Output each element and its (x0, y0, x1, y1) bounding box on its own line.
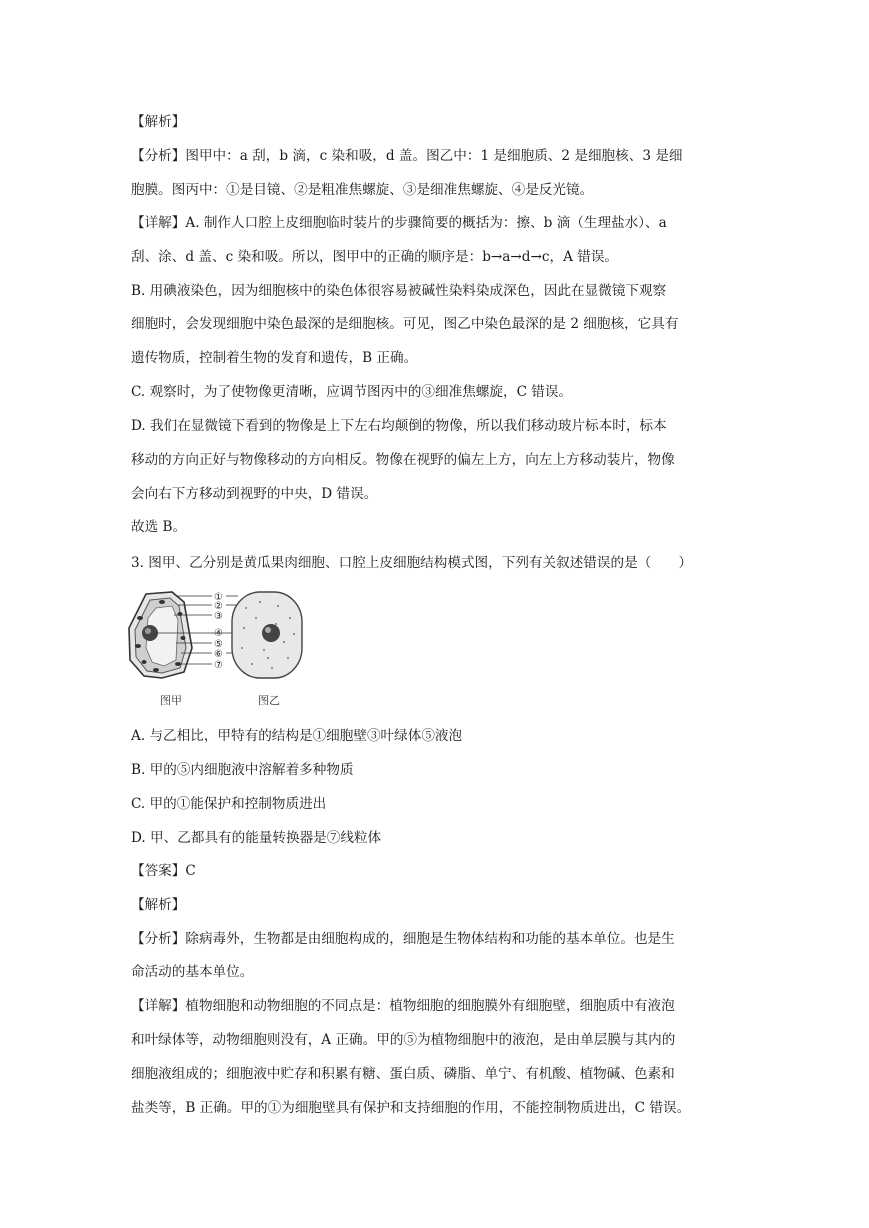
detail2-line-3: 细胞液组成的；细胞液中贮存和积累有糖、蛋白质、磷脂、单宁、有机酸、植物碱、色素和 (131, 1066, 675, 1082)
conclusion-line: 故选 B。 (131, 519, 187, 535)
option-d-line-3: 会向右下方移动到视野的中央，D 错误。 (131, 486, 378, 502)
label-1: ① (214, 592, 223, 603)
detail-line-1: 【详解】A. 制作人口腔上皮细胞临时装片的步骤简要的概括为：擦、b 滴（生理盐水）、a (131, 215, 667, 231)
option-b-line-1: B. 用碘液染色，因为细胞核中的染色体很容易被碱性染料染成深色，因此在显微镜下观察 (131, 283, 667, 299)
cell-structure-figure (126, 588, 316, 708)
choice-c: C. 甲的①能保护和控制物质进出 (131, 796, 327, 812)
detail-line-2: 刮、涂、d 盖、c 染和吸。所以，图甲中的正确的顺序是：b→a→d→c，A 错误。 (131, 249, 619, 265)
option-b-line-3: 遗传物质，控制着生物的发育和遗传，B 正确。 (131, 350, 418, 366)
caption-yi: 图乙 (258, 694, 280, 707)
analysis-line-2: 胞膜。图丙中：①是目镜、②是粗准焦螺旋、③是细准焦螺旋、④是反光镜。 (131, 182, 594, 198)
label-7: ⑦ (214, 660, 223, 671)
label-4: ④ (214, 628, 223, 639)
label-numbers (214, 592, 223, 671)
analysis2-line-1: 【分析】除病毒外，生物都是由细胞构成的，细胞是生物体结构和功能的基本单位。也是生 (131, 931, 675, 947)
answer-line: 【答案】C (131, 863, 196, 879)
question-3-stem: 3. 图甲、乙分别是黄瓜果肉细胞、口腔上皮细胞结构模式图，下列有关叙述错误的是（ ） (131, 555, 693, 571)
detail2-line-2: 和叶绿体等，动物细胞则没有，A 正确。甲的⑤为植物细胞中的液泡，是由单层膜与其内的 (131, 1032, 676, 1048)
cell-diagram (126, 588, 316, 708)
option-d-line-2: 移动的方向正好与物像移动的方向相反。物像在视野的偏左上方，向左上方移动装片，物像 (131, 452, 675, 468)
choice-b: B. 甲的⑤内细胞液中溶解着多种物质 (131, 762, 354, 778)
label-6: ⑥ (214, 649, 223, 660)
option-c-line: C. 观察时，为了使物像更清晰，应调节图丙中的③细准焦螺旋，C 错误。 (131, 384, 573, 400)
detail2-line-1: 【详解】植物细胞和动物细胞的不同点是：植物细胞的细胞膜外有细胞壁，细胞质中有液泡 (131, 998, 675, 1014)
label-5: ⑤ (214, 639, 223, 650)
choice-a: A. 与乙相比，甲特有的结构是①细胞壁③叶绿体⑤液泡 (131, 728, 463, 744)
caption-jia: 图甲 (160, 694, 182, 707)
option-d-line-1: D. 我们在显微镜下看到的物像是上下左右均颠倒的物像，所以我们移动玻片标本时，标本 (131, 418, 667, 434)
analysis2-line-2: 命活动的基本单位。 (131, 964, 254, 980)
label-2: ② (214, 601, 223, 612)
detail2-line-4: 盐类等，B 正确。甲的①为细胞壁具有保护和支持细胞的作用，不能控制物质进出，C 错误。 (131, 1100, 691, 1116)
choice-d: D. 甲、乙都具有的能量转换器是⑦线粒体 (131, 830, 382, 846)
option-b-line-2: 细胞时，会发现细胞中染色最深的是细胞核。可见，图乙中染色最深的是 2 细胞核，它具有 (131, 316, 679, 332)
label-3: ③ (214, 611, 223, 622)
animal-cell (232, 592, 302, 678)
heading-jiexi: 【解析】 (131, 114, 186, 130)
analysis-line-1: 【分析】图甲中：a 刮，b 滴，c 染和吸，d 盖。图乙中：1 是细胞质、2 是细胞核、3 是细 (131, 148, 683, 164)
heading-jiexi-2: 【解析】 (131, 897, 186, 913)
